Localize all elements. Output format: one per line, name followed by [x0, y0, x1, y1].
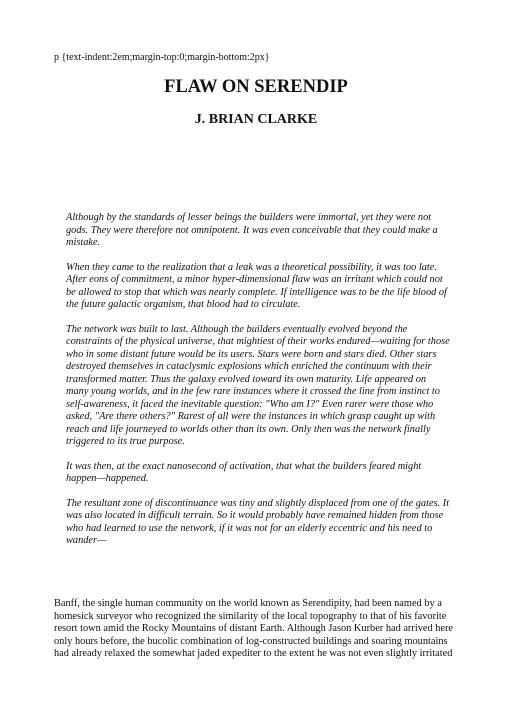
prologue-paragraph: The network was built to last. Although the builders eventually evolved beyond the constraints of the physical universe, that mightiest of their works endured—waiting for those who in some distant future would be its users. Stars were born and stars died. Other stars destroyed themselves in cataclysmic explosions which enriched the continuum with their transformed matter. Thus the galaxy evolved toward its own maturity. Life appeared on many young worlds, and in the few rare instances where it crossed the line from instinct to self-awareness, it faced the inevitable question: "Who am I?" Even rarer were those who asked, "Are there others?" Rarest of all were the instances in which grasp caught up with reach and life journeyed to worlds other than its own. Only then was the network finally triggered to its true purpose.: [66, 323, 450, 447]
prologue-paragraph: It was then, at the exact nanosecond of activation, that what the builders feared might happen—happened.: [66, 460, 422, 484]
prologue: [66, 212, 450, 560]
prologue-paragraph: Although by the standards of lesser beings the builders were immortal, yet they were not gods. They were therefore not omnipotent. It was even conceivable that they could make a mistake.: [66, 212, 438, 248]
prologue-paragraph: When they came to the realization that a leak was a theoretical possibility, it was too late. After eons of commitment, a minor hyper-dimensional flaw was an irritant which could not be allowed to stop that which was nearly complete. If intelligence was to be the life blood of the future galactic organism, that blood had to circulate.: [66, 261, 447, 310]
book-title: FLAW ON SERENDIP: [164, 77, 348, 97]
chapter-body: [54, 598, 460, 661]
prologue-paragraph: The resultant zone of discontinuance was tiny and slightly displaced from one of the gates. It was also located in difficult terrain. So it would probably have remained hidden from those who had learned to use the network, if it was not for an elderly eccentric and his need to wander—: [66, 497, 450, 546]
body-paragraph: Banff, the single human community on the world known as Serendipity, had been named by a homesick surveyor who recognized the similarity of the local topography to that of his favorite resort town amid the Rocky Mountains of distant Earth. Although Jason Kurber had arrived here only hours before, the bucolic combination of log-constructed buildings and soaring mountains had already relaxed the somewhat jaded expediter to the extent he was not even slightly irritated: [54, 598, 454, 659]
book-author: J. BRIAN CLARKE: [194, 112, 318, 127]
stylesheet-leak-text: p {text-indent:2em;margin-top:0;margin-bottom:2px}: [54, 52, 270, 63]
